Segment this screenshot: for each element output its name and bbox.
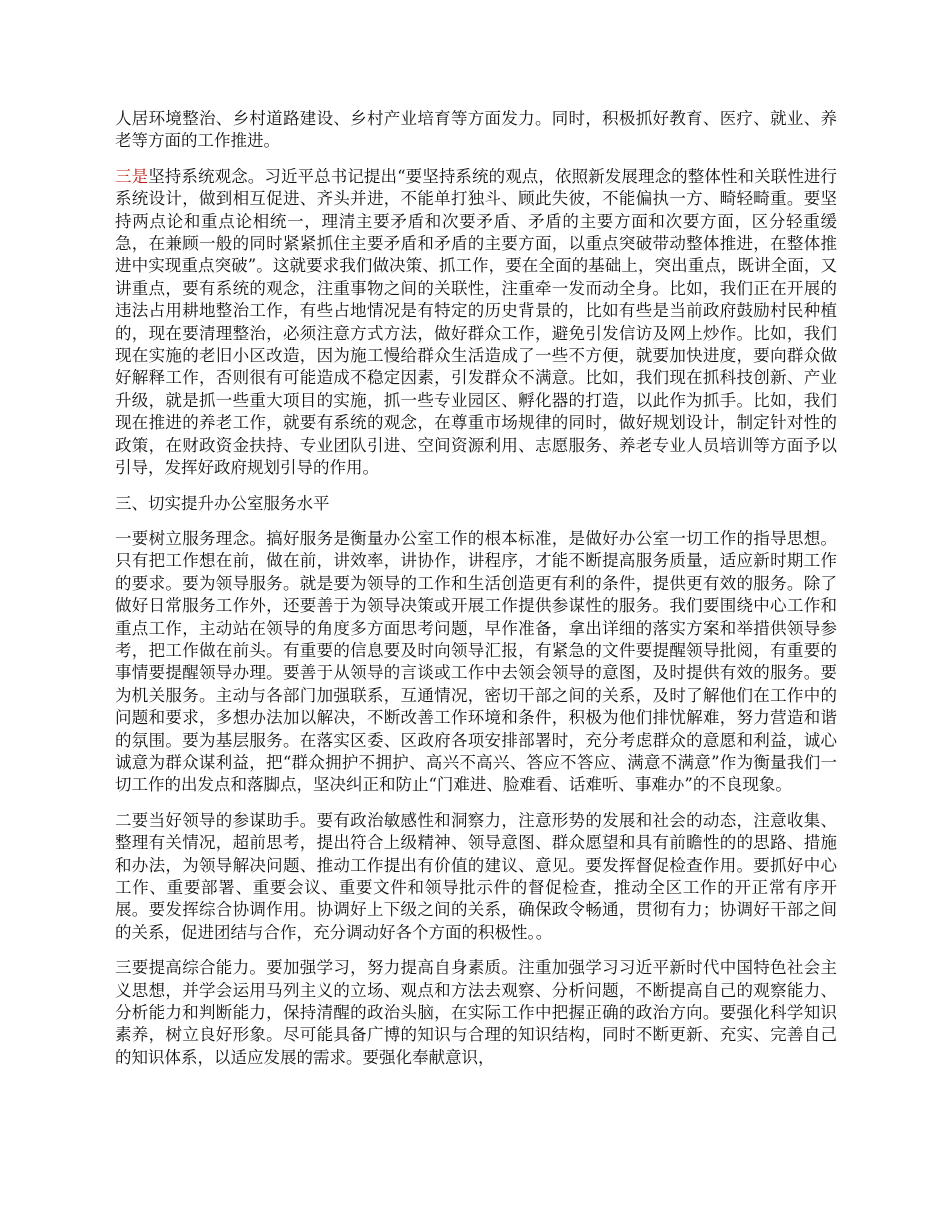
paragraph-1: 人居环境整治、乡村道路建设、乡村产业培育等方面发力。同时，积极抓好教育、医疗、就业、养老等方面的工作推进。	[115, 109, 837, 151]
paragraph-2-lead: 三是	[115, 166, 149, 186]
paragraph-2-text: 坚持系统观念。习近平总书记提出“要坚持系统的观点，依照新发展理念的整体性和关联性进行系统设计，做到相互促进、齐头并进，不能单打独斗、顾此失彼，不能偏执一方、畸轻畸重。要坚持两点论和重点论相统一，理清主要矛盾和次要矛盾、矛盾的主要方面和次要方面，区分轻重缓急，在兼顾一般的同时紧紧抓住主要矛盾和矛盾的主要方面，以重点突破带动整体推进，在整体推进中实现重点突破”。这就要求我们做决策、抓工作，要在全面的基础上，突出重点，既讲全面，又讲重点，要有系统的观念，注重事物之间的关联性，注重牵一发而动全身。比如，我们正在开展的违法占用耕地整治工作，有些占地情况是有特定的历史背景的，比如有些是当前政府鼓励村民种植的，现在要清理整治，必须注意方式方法，做好群众工作，避免引发信访及网上炒作。比如，我们现在实施的老旧小区改造，因为施工慢给群众生活造成了一些不方便，就要加快进度，要向群众做好解释工作，否则很有可能造成不稳定因素，引发群众不满意。比如，我们现在抓科技创新、产业升级，就是抓一些重大项目的实施，抓一些专业园区、孵化器的打造，以此作为抓手。比如，我们现在推进的养老工作，就要有系统的观念，在尊重市场规律的同时，做好规划设计，制定针对性的政策，在财政资金扶持、专业团队引进、空间资源利用、志愿服务、养老专业人员培训等方面予以引导，发挥好政府规划引导的作用。	[115, 166, 838, 478]
document-body	[115, 108, 837, 1082]
paragraph-3: 一要树立服务理念。搞好服务是衡量办公室工作的根本标准，是做好办公室一切工作的指导思想。只有把工作想在前，做在前，讲效率，讲协作，讲程序，才能不断提高服务质量，适应新时期工作的要求。要为领导服务。就是要为领导的工作和生活创造更有利的条件，提供更有效的服务。除了做好日常服务工作外，还要善于为领导决策或开展工作提供参谋性的服务。我们要围绕中心工作和重点工作，主动站在领导的角度多方面思考问题，早作准备，拿出详细的落实方案和举措供领导参考，把工作做在前头。有重要的信息要及时向领导汇报，有紧急的文件要提醒领导批阅，有重要的事情要提醒领导办理。要善于从领导的言谈或工作中去领会领导的意图，及时提供有效的服务。要为机关服务。主动与各部门加强联系，互通情况，密切干部之间的关系，及时了解他们在工作中的问题和要求，多想办法加以解决，不断改善工作环境和条件，积极为他们排忧解难，努力营造和谐的氛围。要为基层服务。在落实区委、区政府各项安排部署时，充分考虑群众的意愿和利益，诚心诚意为群众谋利益，把“群众拥护不拥护、高兴不高兴、答应不答应、满意不满意”作为衡量我们一切工作的出发点和落脚点，坚决纠正和防止“门难进、脸难看、话难听、事难办”的不良现象。	[115, 528, 837, 795]
section-heading-3: 三、切实提升办公室服务水平	[115, 493, 330, 513]
paragraph-4: 二要当好领导的参谋助手。要有政治敏感性和洞察力，注意形势的发展和社会的动态，注意收集、整理有关情况，超前思考，提出符合上级精神、领导意图、群众愿望和具有前瞻性的的思路、措施和办法，为领导解决问题、推动工作提出有价值的建议、意见。要发挥督促检查作用。要抓好中心工作、重要部署、重要会议、重要文件和领导批示件的督促检查，推动全区工作的开正常有序开展。要发挥综合协调作用。协调好上下级之间的关系，确保政令畅通，贯彻有力；协调好干部之间的关系，促进团结与合作，充分调动好各个方面的积极性。。	[115, 810, 837, 942]
paragraph-2	[115, 166, 837, 480]
paragraph-5: 三要提高综合能力。要加强学习，努力提高自身素质。注重加强学习习近平新时代中国特色社会主义思想，并学会运用马列主义的立场、观点和方法去观察、分析问题，不断提高自己的观察能力、分析能力和判断能力，保持清醒的政治头脑，在实际工作中把握正确的政治方向。要强化科学知识素养，树立良好形象。尽可能具备广博的知识与合理的知识结构，同时不断更新、充实、完善自己的知识体系，以适应发展的需求。要强化奉献意识，	[115, 958, 837, 1067]
